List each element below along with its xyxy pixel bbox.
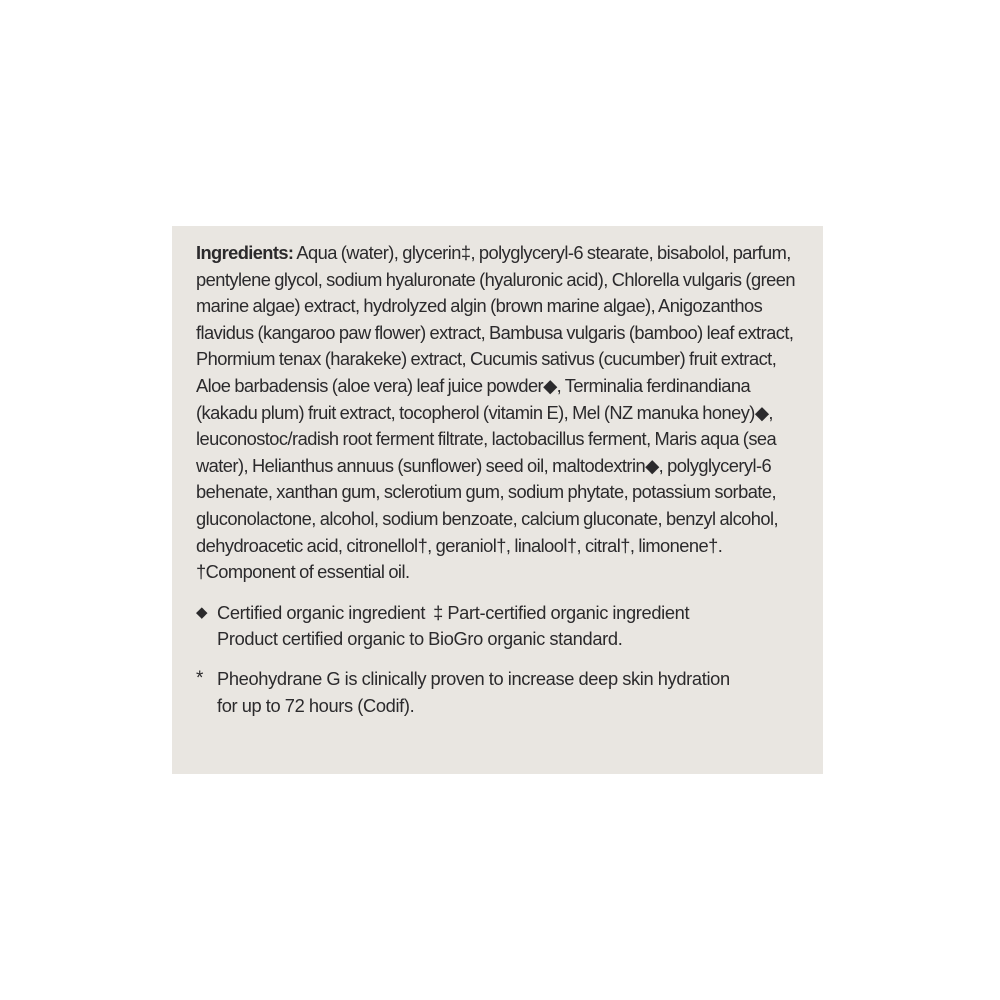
diamond-icon: ◆ — [196, 603, 208, 621]
clinical-claim-line-2: for up to 72 hours (Codif). — [217, 694, 415, 716]
certified-organic-text: Certified organic ingredient — [217, 601, 426, 623]
clinical-claim-note — [196, 666, 803, 719]
organic-certification-note — [196, 600, 803, 653]
ingredients-heading: Ingredients: — [196, 242, 294, 263]
clinical-claim-line-1: Pheohydrane G is clinically proven to increase deep skin hydration — [217, 667, 730, 689]
ingredients-label-panel — [172, 226, 823, 774]
part-certified-organic-text: ‡ Part-certified organic ingredient — [433, 601, 690, 623]
ingredients-list: Aqua (water), glycerin‡, polyglyceryl-6 stearate, bisabolol, parfum, pentylene glycol, sodium hyaluronate (hyaluronic acid), Chlorella vulgaris (green marine algae) extract, hydrolyzed algin (brown marine algae), Anigozanthos flavidus (kangaroo paw flower) extract, Bambusa vulgaris (bamboo) leaf extract, Phormium tenax (harakeke) extract, Cucumis sativus (cucumber) fruit extract, Aloe barbadensis (aloe vera) leaf juice powder◆, Terminalia ferdinandiana (kakadu plum) fruit extract, tocopherol (vitamin E), Mel (NZ manuka honey)◆, leuconostoc/radish root ferment filtrate, lactobacillus ferment, Maris aqua (sea water), Helianthus annuus (sunflower) seed oil, maltodextrin◆, polyglyceryl-6 behenate, xanthan gum, sclerotium gum, sodium phytate, potassium sorbate, gluconolactone, alcohol, sodium benzoate, calcium gluconate, benzyl alcohol, dehydroacetic acid, citronellol†, geraniol†, linalool†, citral†, limonene†. †Component of essential oil. — [196, 242, 795, 583]
biogro-standard-text: Product certified organic to BioGro organic standard. — [217, 628, 623, 650]
asterisk-icon: * — [196, 667, 204, 689]
ingredients-paragraph — [196, 240, 803, 586]
